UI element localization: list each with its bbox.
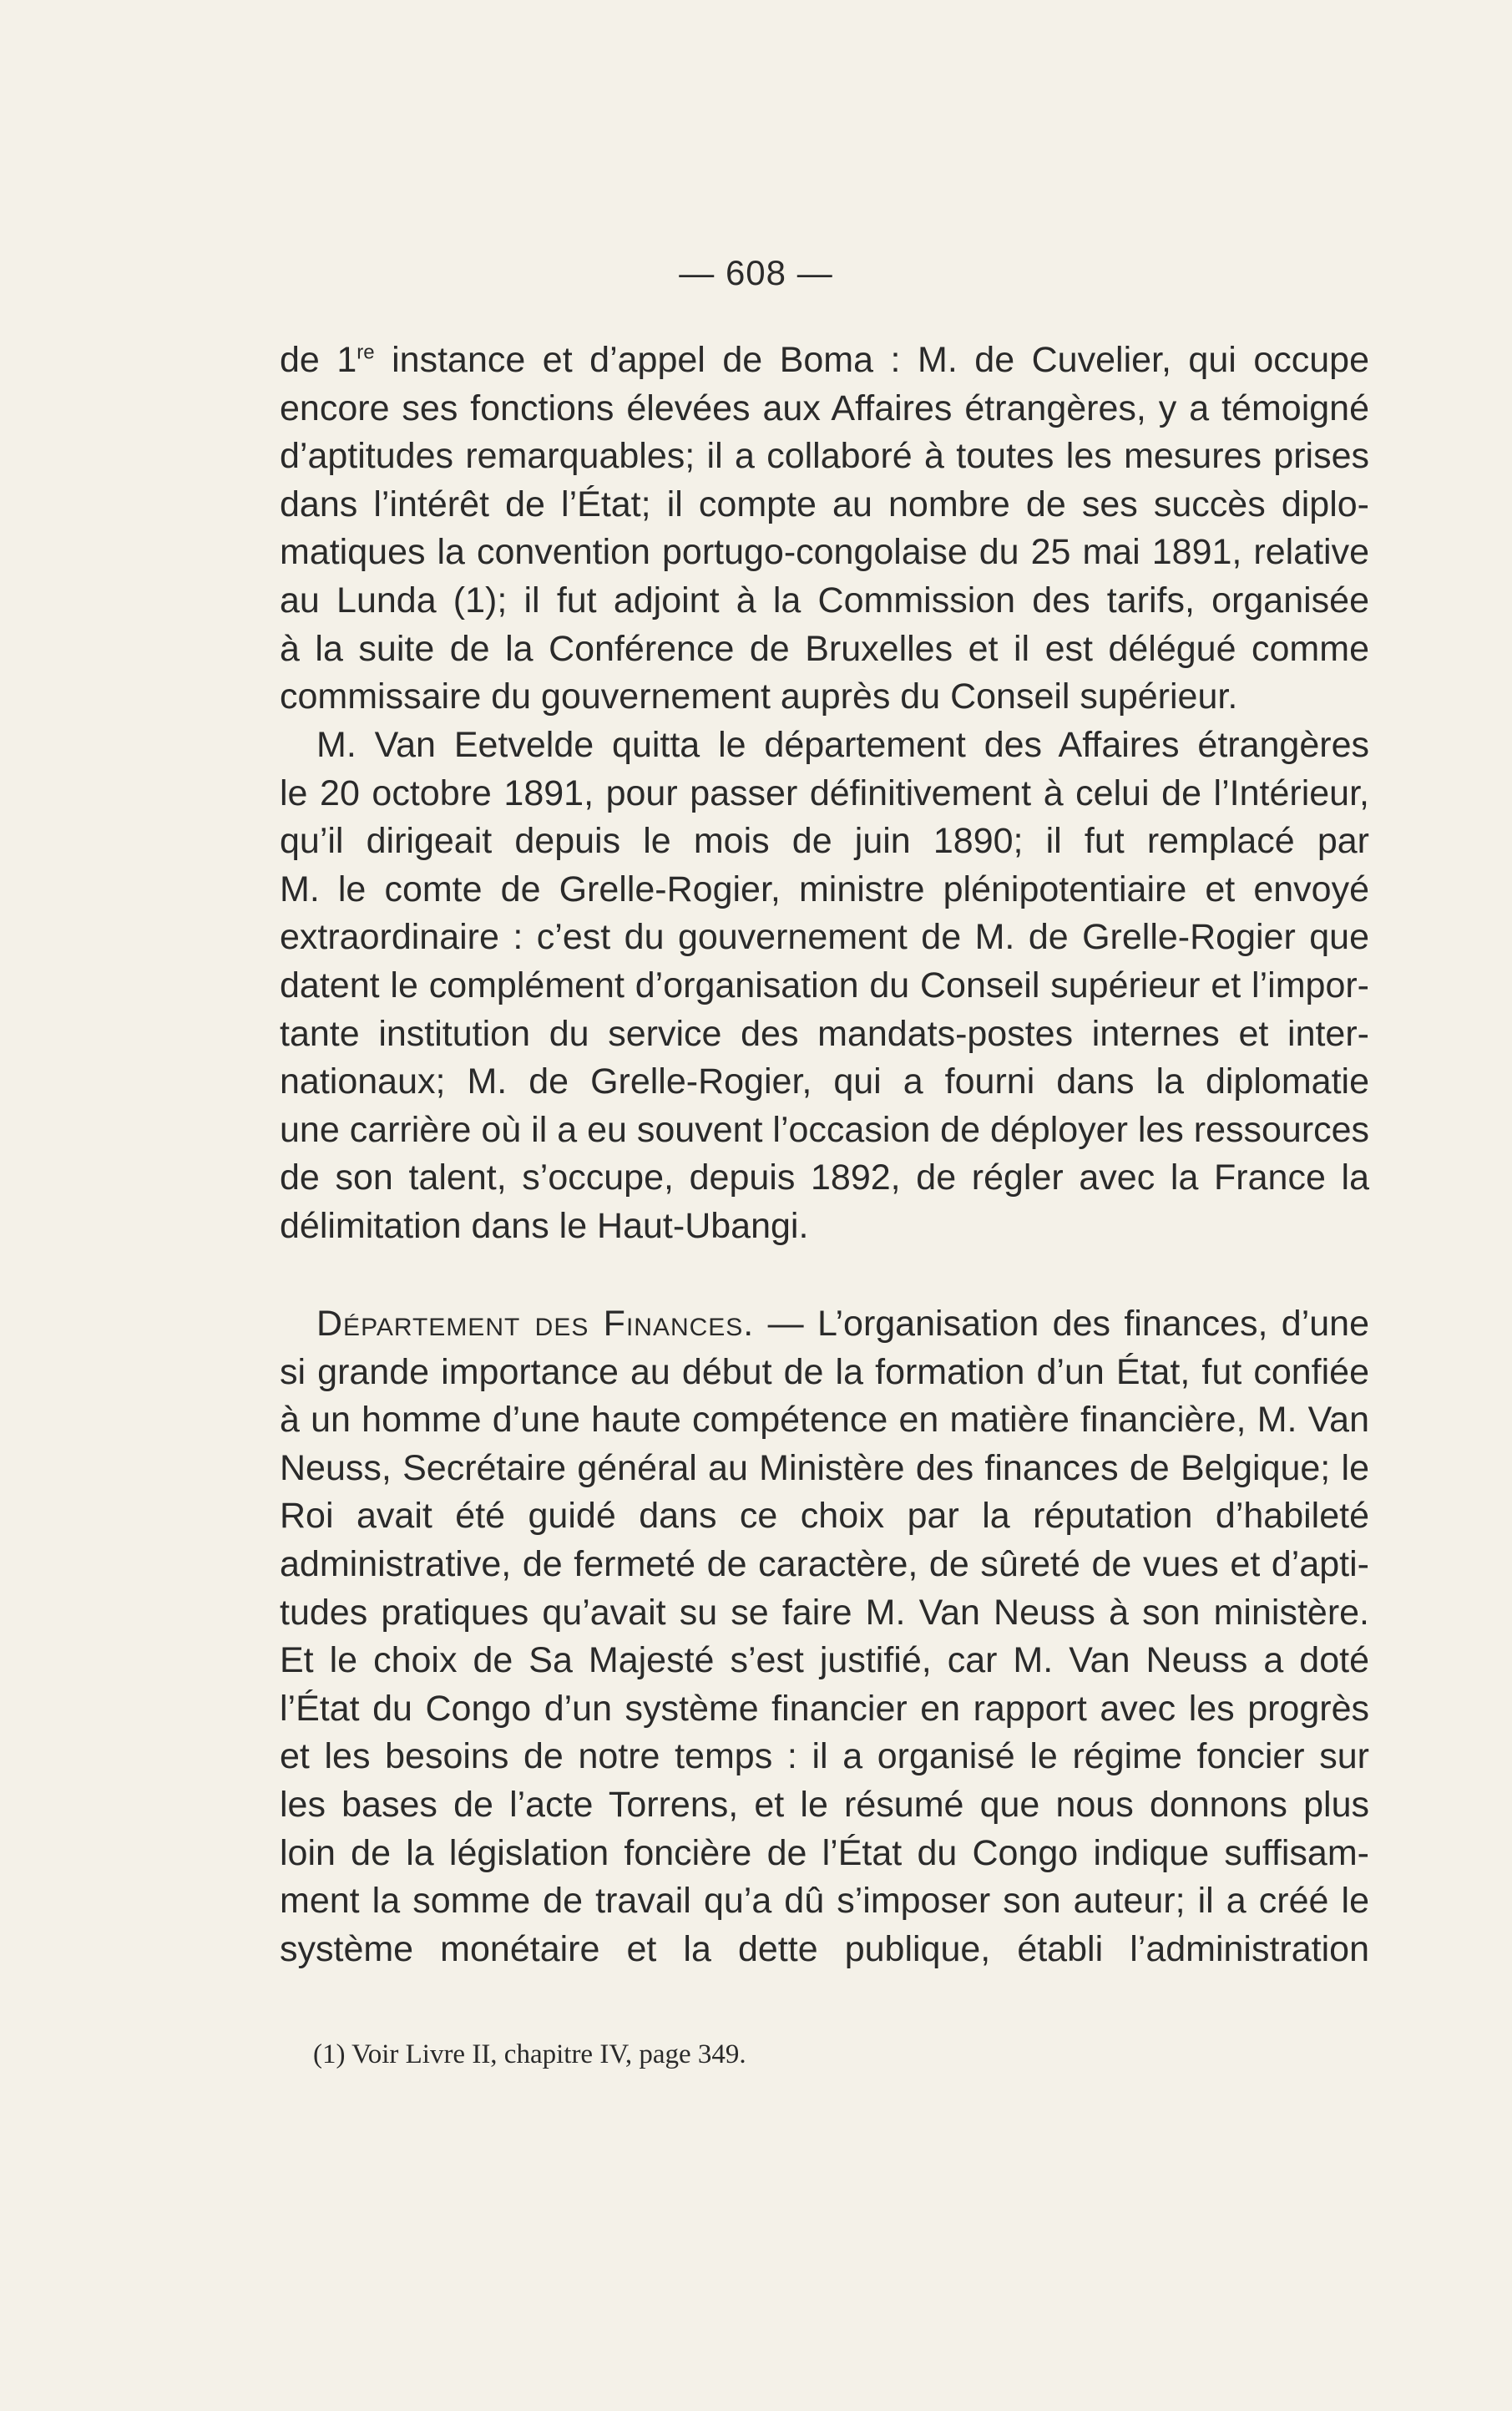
text-line: encore ses fonctions élevées aux Affaires étrangères, y a témoigné [280,387,1369,428]
text-line: une carrière où il a eu souvent l’occasion de déployer les ressources [280,1109,1370,1150]
text-line: commissaire du gouvernement auprès du Conseil supérieur. [280,676,1238,717]
text-line: système monétaire et la dette publique, établi l’administration [280,1928,1369,1969]
text-line: qu’il dirigeait depuis le mois de juin 1890; il fut remplacé par [280,821,1369,862]
text-line: Et le choix de Sa Majesté s’est justifié, car M. Van Neuss a doté [280,1640,1369,1681]
text-line: Neuss, Secrétaire général au Ministère des finances de Belgique; le [280,1447,1369,1488]
text-line: M. le comte de Grelle-Rogier, ministre plénipotentiaire et envoyé [280,869,1369,909]
text-line: les bases de l’acte Torrens, et le résumé que nous donnons plus [280,1784,1369,1825]
text-line: d’aptitudes remarquables; il a collaboré à toutes les mesures prises [280,436,1369,477]
text-line: de 1re instance et d’appel de Boma : M. de Cuvelier, qui occupe [280,340,1369,380]
text-line: le 20 octobre 1891, pour passer définitivement à celui de l’Intérieur, [280,772,1369,813]
text-line: Roi avait été guidé dans ce choix par la réputation d’habileté [280,1496,1369,1537]
section-heading: Département des Finances. [316,1304,755,1344]
text-line: nationaux; M. de Grelle-Rogier, qui a fourni dans la diplomatie [280,1061,1369,1102]
text-line: tudes pratiques qu’avait su se faire M. Van Neuss à son ministère. [280,1592,1369,1633]
text-line: Département des Finances. — L’organisation des finances, d’une [316,1304,1369,1344]
text-line: M. Van Eetvelde quitta le département des Affaires étrangères [316,725,1369,765]
paragraph-finances [280,1300,1369,1973]
text-line: à un homme d’une haute compétence en matière financière, M. Van [280,1400,1369,1441]
text-line: à la suite de la Conférence de Bruxelles et il est délégué comme [280,628,1369,669]
text-line: tante institution du service des mandats-postes internes et inter- [280,1013,1369,1054]
page-number: — 608 — [679,253,833,292]
text-line: au Lunda (1); il fut adjoint à la Commission des tarifs, organisée [280,580,1369,620]
text-line: l’État du Congo d’un système financier en rapport avec les progrès [280,1688,1369,1729]
paragraph-cuvelier [280,337,1369,722]
text-line: extraordinaire : c’est du gouvernement de M. de Grelle-Rogier que [280,917,1369,958]
text-line: de son talent, s’occupe, depuis 1892, de régler avec la France la [280,1157,1369,1198]
footnote: (1) Voir Livre II, chapitre IV, page 349. [313,2039,746,2069]
text-line: matiques la convention portugo-congolaise du 25 mai 1891, relative [280,532,1369,573]
text-line: ment la somme de travail qu’a dû s’imposer son auteur; il a créé le [280,1881,1369,1922]
paragraph-van-eetvelde [280,722,1369,1251]
text-line: et les besoins de notre temps : il a organisé le régime foncier sur [280,1736,1369,1777]
text-line: administrative, de fermeté de caractère, de sûreté de vues et d’apti- [280,1543,1369,1584]
text-line: si grande importance au début de la formation d’un État, fut confiée [280,1351,1369,1392]
text-line: datent le complément d’organisation du Conseil supérieur et l’impor- [280,965,1369,1005]
text-line: délimitation dans le Haut-Ubangi. [280,1205,809,1246]
text-line: loin de la législation foncière de l’État du Congo indique suffisam- [280,1832,1369,1873]
text-line: dans l’intérêt de l’État; il compte au nombre de ses succès diplo- [280,484,1369,524]
